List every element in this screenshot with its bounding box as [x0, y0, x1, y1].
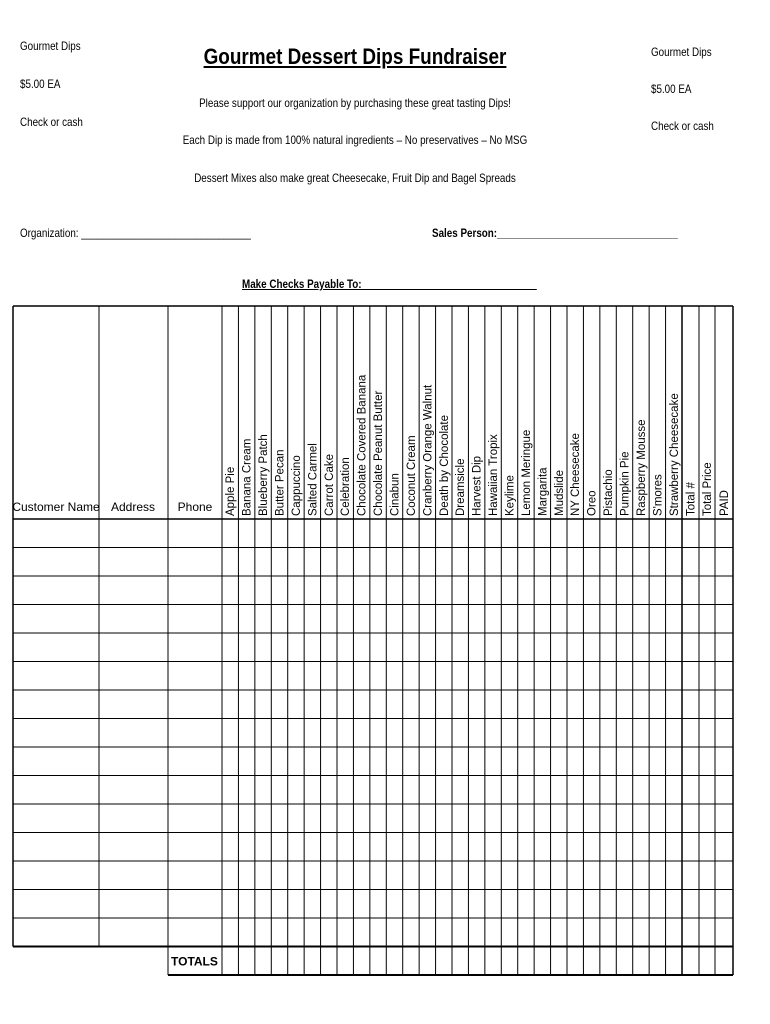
sales-person-label: Sales Person:_________________________________ — [432, 226, 678, 240]
column-header-flavor: Strawberry Cheesecake — [668, 393, 681, 516]
subtitle-ingredients: Each Dip is made from 100% natural ingredients – No preservatives – No MSG — [182, 133, 528, 147]
column-header-customer: Address — [110, 500, 156, 514]
right-price-label: $5.00 EA — [651, 82, 692, 96]
column-header-flavor: Blueberry Patch — [258, 434, 271, 516]
totals-label: TOTALS — [171, 954, 218, 969]
column-header-flavor: Pumpkin Pie — [619, 451, 632, 516]
column-header-flavor: Apple Pie — [225, 466, 238, 516]
column-header-flavor: Chocolate Covered Banana — [356, 374, 369, 516]
subtitle-uses: Dessert Mixes also make great Cheesecake, Fruit Dip and Bagel Spreads — [194, 171, 516, 185]
column-header-flavor: Celebration — [340, 457, 353, 516]
column-header-flavor: Raspberry Mousse — [635, 419, 648, 516]
column-header-flavor: Oreo — [586, 490, 599, 516]
column-header-summary: Total Price — [702, 462, 714, 516]
column-header-flavor: Pistachio — [603, 469, 616, 516]
column-header-flavor: Keylime — [504, 475, 517, 516]
column-header-flavor: NY Cheesecake — [570, 433, 583, 516]
left-price-label: $5.00 EA — [20, 77, 61, 91]
column-header-customer: Customer Name — [12, 500, 100, 514]
column-header-flavor: Mudslide — [553, 469, 566, 516]
column-header-flavor: Coconut Cream — [405, 435, 418, 516]
column-header-summary: Total # — [685, 482, 698, 516]
column-header-flavor: Harvest Dip — [471, 455, 484, 516]
left-product-label: Gourmet Dips — [20, 39, 81, 53]
column-header-summary: PAID — [719, 490, 731, 516]
column-header-flavor: Margarita — [537, 467, 550, 516]
right-payment-label: Check or cash — [651, 119, 714, 133]
column-header-flavor: Dreamsicle — [455, 458, 468, 516]
organization-field[interactable]: Organization: _______________________________ — [20, 226, 251, 240]
make-checks-label: Make Checks Payable To:________________________________ — [242, 277, 537, 291]
column-header-flavor: Hawaiian Tropix — [488, 434, 501, 516]
column-header-customer: Phone — [177, 500, 213, 514]
subtitle-support: Please support our organization by purchasing these great tasting Dips! — [199, 96, 511, 110]
column-header-flavor: Butter Pecan — [274, 449, 287, 516]
column-header-flavor: Death by Chocolate — [438, 414, 451, 516]
right-product-label: Gourmet Dips — [651, 45, 712, 59]
column-header-flavor: Lemon Meringue — [520, 429, 533, 516]
column-header-flavor: Cranberry Orange Walnut — [422, 384, 435, 516]
column-header-flavor: S'mores — [652, 474, 665, 516]
column-header-flavor: Chocolate Peanut Butter — [373, 390, 386, 516]
page-title: Gourmet Dessert Dips Fundraiser — [203, 44, 507, 69]
column-header-flavor: Carrot Cake — [323, 454, 336, 516]
column-header-flavor: Cappuccino — [290, 455, 303, 516]
left-payment-label: Check or cash — [20, 115, 83, 129]
column-header-flavor: Banana Cream — [241, 438, 254, 516]
column-header-flavor: Salted Carmel — [307, 443, 320, 516]
column-header-flavor: Cinabun — [389, 473, 402, 516]
